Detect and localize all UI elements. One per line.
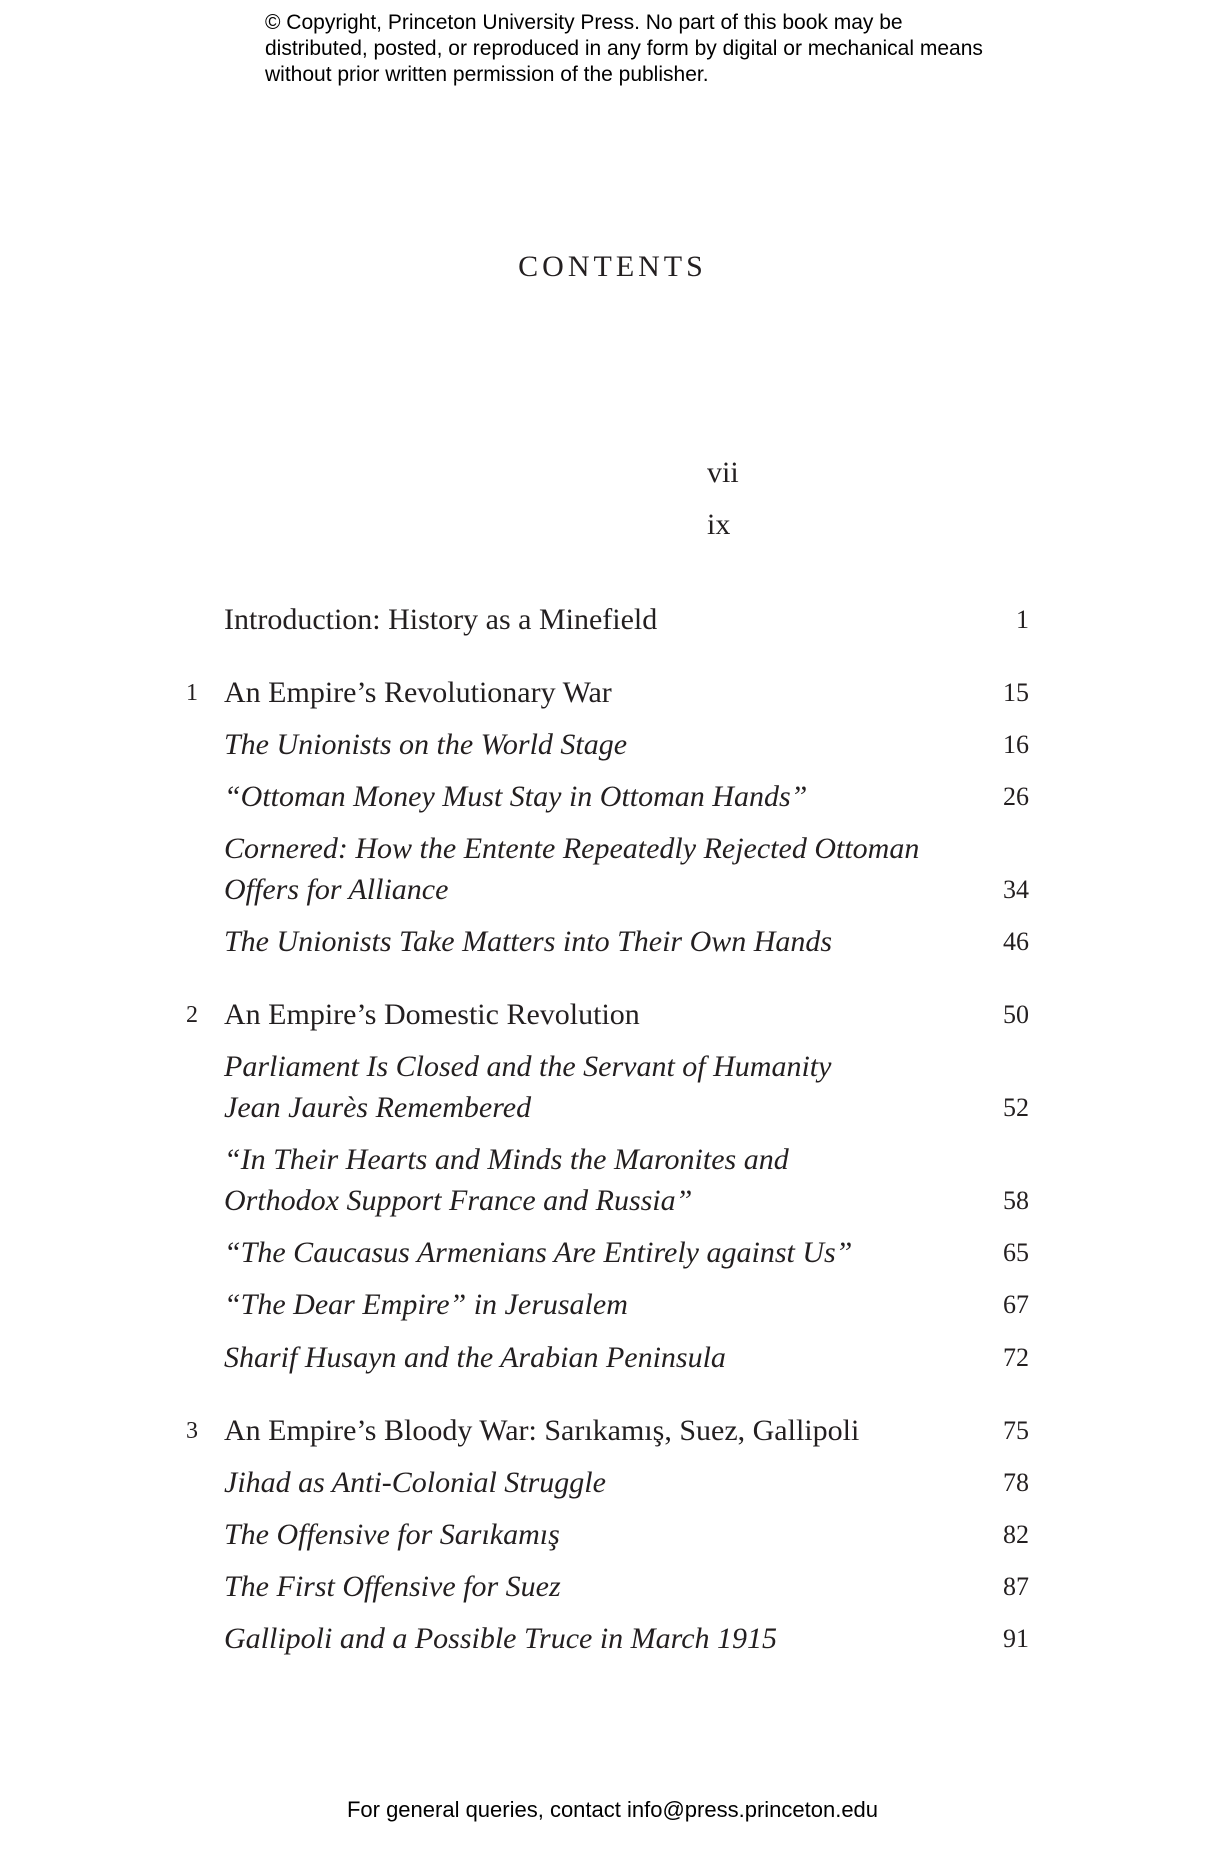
front-matter-page: vii (707, 456, 739, 489)
chapter-number: 2 (186, 1002, 198, 1028)
section-title: Gallipoli and a Possible Truce in March 1915 (224, 1622, 778, 1655)
contact-footer: For general queries, contact info@press.princeton.edu (346, 1797, 879, 1822)
entry-title: Introduction: History as a Minefield (224, 603, 658, 636)
entry-page: 46 (1003, 927, 1029, 956)
section-title: “The Dear Empire” in Jerusalem (224, 1288, 628, 1321)
entry-page: 67 (1003, 1290, 1029, 1319)
entry-page: 91 (1003, 1624, 1029, 1653)
contents-heading: CONTENTS (518, 250, 707, 283)
section-title: “The Caucasus Armenians Are Entirely against Us” (224, 1236, 853, 1269)
entry-page: 50 (1003, 1000, 1029, 1029)
section-title: The Unionists Take Matters into Their Own Hands (224, 925, 833, 958)
entry-page: 26 (1003, 782, 1029, 811)
section-title: Parliament Is Closed and the Servant of Humanity Jean Jaurès Remembered (224, 1050, 832, 1124)
section-title: Jihad as Anti-Colonial Struggle (224, 1466, 606, 1499)
entry-page: 78 (1003, 1468, 1029, 1497)
section-title: The First Offensive for Suez (224, 1570, 561, 1603)
chapter-number: 3 (186, 1418, 198, 1444)
chapter-number: 1 (186, 680, 198, 706)
entry-page: 1 (1016, 605, 1029, 634)
entry-page: 65 (1003, 1238, 1029, 1267)
section-title: The Unionists on the World Stage (224, 728, 628, 761)
entry-page: 87 (1003, 1572, 1029, 1601)
entry-page: 15 (1003, 678, 1029, 707)
section-title: Sharif Husayn and the Arabian Peninsula (224, 1341, 726, 1374)
entry-page: 72 (1003, 1343, 1029, 1372)
chapter-title: An Empire’s Revolutionary War (224, 676, 612, 709)
entry-page: 16 (1003, 730, 1029, 759)
section-title: “Ottoman Money Must Stay in Ottoman Hands” (224, 780, 808, 813)
section-title: The Offensive for Sarıkamış (224, 1518, 560, 1551)
section-title: Cornered: How the Entente Repeatedly Rejected Ottoman Offers for Alliance (224, 832, 920, 906)
section-title: “In Their Hearts and Minds the Maronites and Orthodox Support France and Russia” (224, 1143, 789, 1217)
entry-page: 52 (1003, 1093, 1029, 1122)
entry-page: 82 (1003, 1520, 1029, 1549)
entry-page: 75 (1003, 1416, 1029, 1445)
entry-page: 34 (1003, 875, 1029, 904)
copyright-notice: © Copyright, Princeton University Press. No part of this book may be distributed, posted, or reproduced in any form by digital or mechanical means without prior written permission of the publisher. (265, 11, 983, 86)
entry-page: 58 (1003, 1186, 1029, 1215)
chapter-title: An Empire’s Bloody War: Sarıkamış, Suez, Gallipoli (224, 1414, 860, 1447)
front-matter-page: ix (707, 508, 731, 541)
chapter-title: An Empire’s Domestic Revolution (224, 998, 640, 1031)
